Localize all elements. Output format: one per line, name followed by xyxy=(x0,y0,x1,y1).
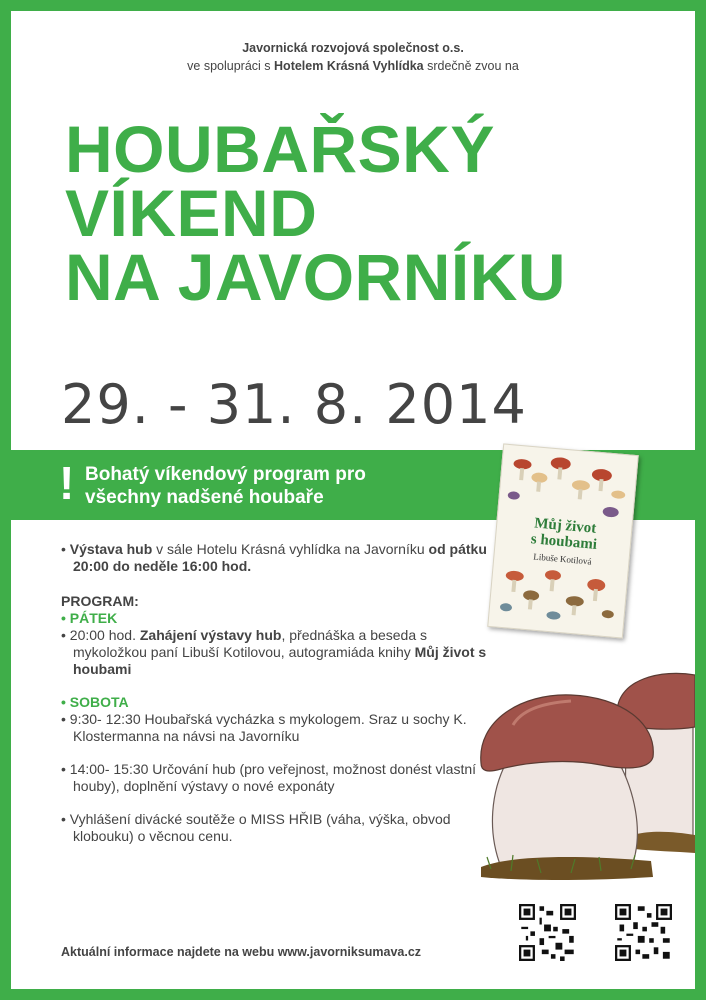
title-line-1: HOUBAŘSKÝ xyxy=(65,112,495,186)
book-title-line-2: s houbami xyxy=(530,531,598,553)
saturday-label: • SOBOTA xyxy=(61,694,129,710)
event-title xyxy=(65,112,567,314)
invite-hotel: Hotelem Krásná Vyhlídka xyxy=(274,59,424,73)
qr-code-1 xyxy=(519,904,576,961)
band-text xyxy=(85,463,366,509)
poster-body xyxy=(11,11,695,989)
invitation-line xyxy=(11,57,695,75)
saturday-item-1: • 9:30- 12:30 Houbařská vycházka s mykologem. Sraz u sochy K. Klostermanna na návsi na Javorníku xyxy=(61,711,467,744)
friday-label: • PÁTEK xyxy=(61,610,118,626)
book-author: Libuše Kotilová xyxy=(532,551,592,567)
footer-info: Aktuální informace najdete na webu www.javorniksumava.cz xyxy=(61,945,422,959)
book-title-line-1: Můj život xyxy=(533,515,597,537)
invite-prefix: ve spolupráci s xyxy=(187,59,275,73)
exhibition-item: • Výstava hub v sále Hotelu Krásná vyhlídka na Javorníku od pátku 20:00 do neděle 16:00 hod. xyxy=(61,541,487,574)
organizer: Javornická rozvojová společnost o.s. xyxy=(242,41,464,55)
mushroom-illustration xyxy=(421,641,695,881)
exhibition-label: Výstava hub xyxy=(69,541,153,557)
friday-book: Můj život s houbami xyxy=(73,644,487,677)
title-line-2: VÍKEND xyxy=(65,176,318,250)
band-line-2: všechny nadšené houbaře xyxy=(85,487,324,508)
exclamation-mark: ! xyxy=(59,457,75,509)
event-date: 29. - 31. 8. 2014 xyxy=(61,373,527,436)
exhibition-text: v sále Hotelu Krásná vyhlídka na Javorníku xyxy=(152,541,429,557)
saturday-item-2: • 14:00- 15:30 Určování hub (pro veřejnost, možnost donést vlastní houby), doplnění výstavy o nové exponáty xyxy=(61,761,477,794)
program-heading: PROGRAM: xyxy=(61,593,139,609)
band-line-1: Bohatý víkendový program pro xyxy=(85,464,366,485)
saturday-item-3: • Vyhlášení divácké soutěže o MISS HŘIB (váha, výška, obvod klobouku) o věcnou cenu. xyxy=(61,811,451,844)
invite-suffix: srdečně zvou na xyxy=(423,59,519,73)
title-line-3: NA JAVORNÍKU xyxy=(65,240,567,314)
book-cover xyxy=(487,443,639,638)
friday-item: • 20:00 hod. Zahájení výstavy hub, přednáška a beseda s mykoložkou paní Libuší Kotilovou, autogramiáda knihy Můj život s houbami xyxy=(61,627,487,677)
qr-code-2 xyxy=(615,904,672,961)
friday-event: Zahájení výstavy hub xyxy=(139,627,282,643)
exhibition-time: od pátku 20:00 do neděle 16:00 hod. xyxy=(73,541,487,574)
